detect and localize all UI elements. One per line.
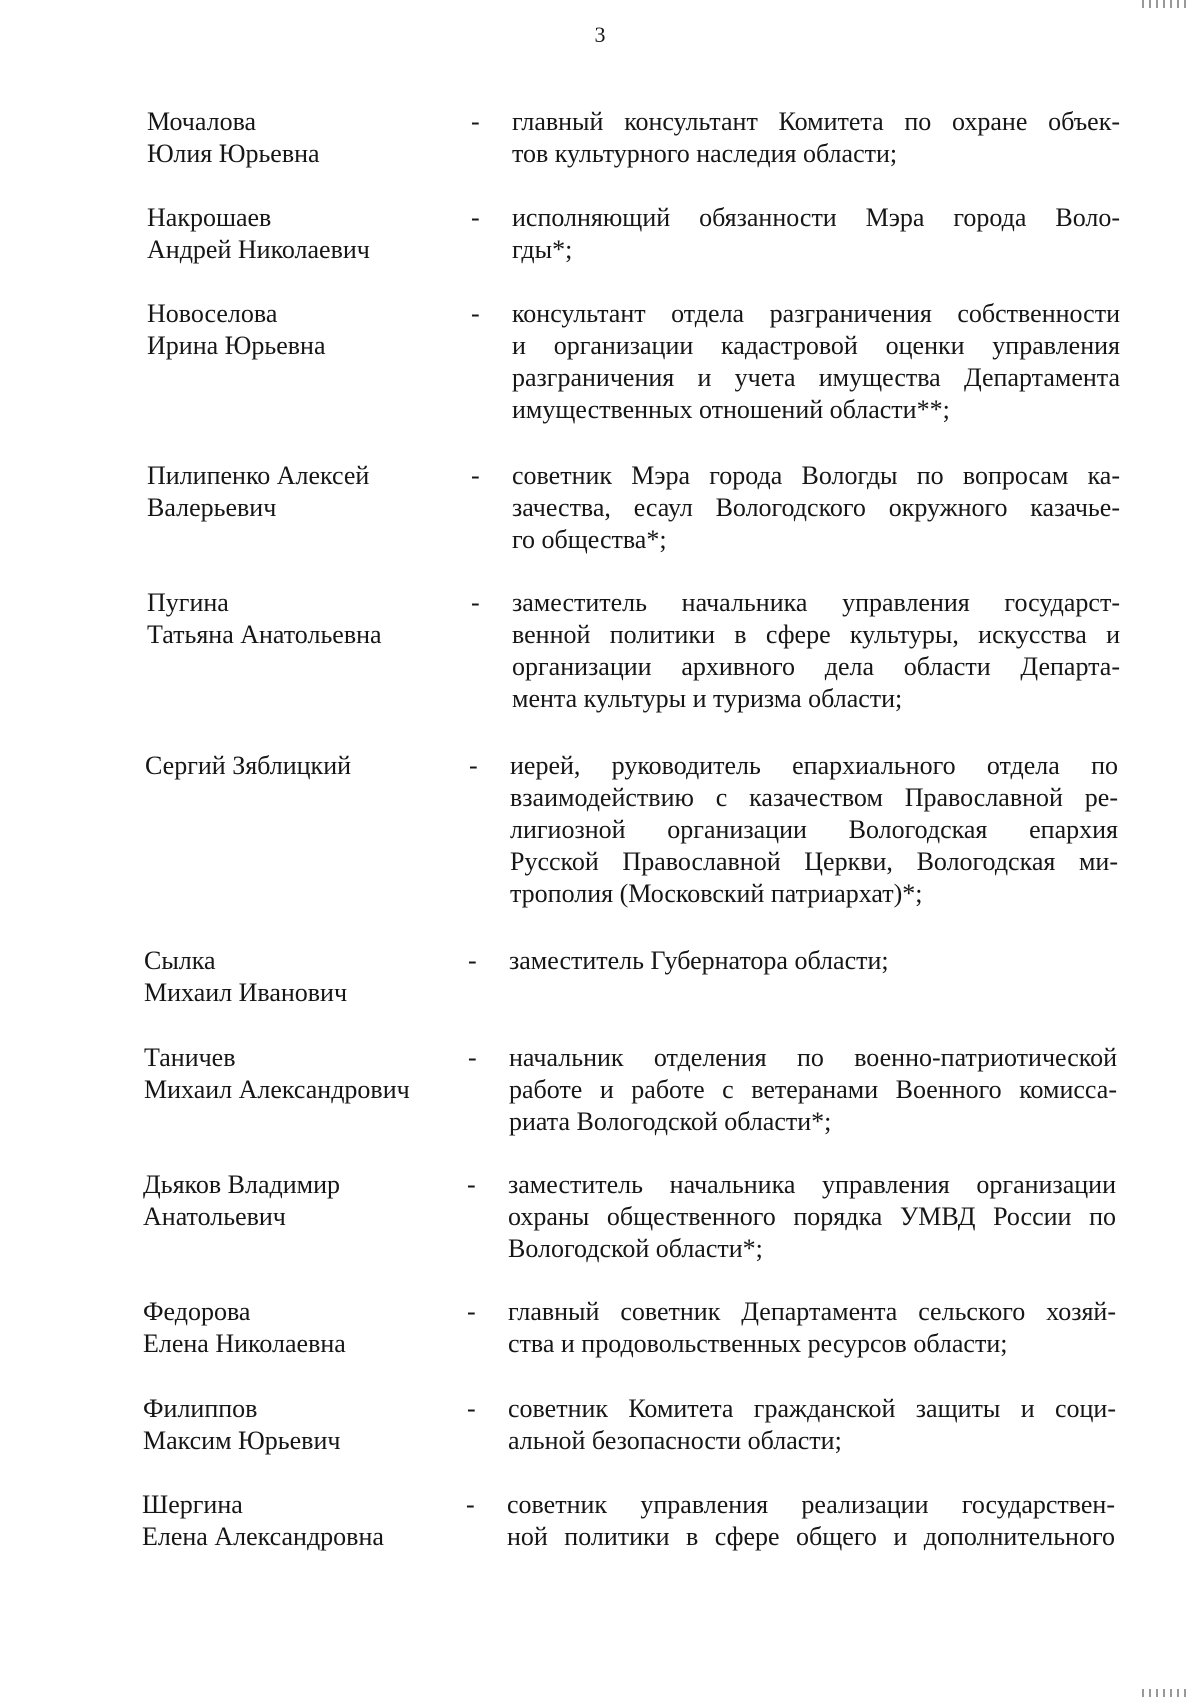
member-name <box>143 1169 473 1233</box>
member-position <box>509 1042 1117 1138</box>
member-position-line: советник Мэра города Вологды по вопросам ка- <box>512 461 1120 490</box>
member-name-line: Ирина Юрьевна <box>147 331 326 360</box>
member-name-line: Елена Николаевна <box>143 1329 346 1358</box>
entry-dash: - <box>468 1043 477 1072</box>
member-name-line: Татьяна Анатольевна <box>147 620 382 649</box>
member-position-line: советник управления реализации государствен- <box>507 1490 1115 1519</box>
member-name <box>142 1489 472 1553</box>
member-position-line: зачества, есаул Вологодского окружного казачье- <box>512 493 1120 522</box>
entry-dash: - <box>469 751 478 780</box>
member-position-line: советник Комитета гражданской защиты и соци- <box>508 1394 1116 1423</box>
entry-dash: - <box>467 1170 476 1199</box>
member-position-line: исполняющий обязанности Мэра города Воло- <box>512 203 1120 232</box>
member-position <box>512 106 1120 170</box>
member-position <box>509 945 1117 977</box>
member-name <box>147 460 477 524</box>
member-position-line: венной политики в сфере культуры, искусства и <box>512 620 1120 649</box>
member-position-line: и организации кадастровой оценки управления <box>512 331 1120 360</box>
entry-dash: - <box>471 203 480 232</box>
member-name <box>147 587 477 651</box>
member-name <box>147 298 477 362</box>
member-name-line: Михаил Иванович <box>144 978 348 1007</box>
member-position-line: разграничения и учета имущества Департамента <box>512 363 1120 392</box>
entry-dash: - <box>467 1394 476 1423</box>
member-name <box>145 750 475 782</box>
member-name-line: Сылка <box>144 946 216 975</box>
member-position <box>508 1296 1116 1360</box>
member-position-line: имущественных отношений области**; <box>512 395 950 424</box>
entry-dash: - <box>471 461 480 490</box>
member-position-line: лигиозной организации Вологодская епархия <box>510 815 1118 844</box>
member-name-line: Филиппов <box>143 1394 258 1423</box>
member-name-line: Накрошаев <box>147 203 272 232</box>
member-position-line: главный советник Департамента сельского хозяй- <box>508 1297 1116 1326</box>
member-position-line: альной безопасности области; <box>508 1426 842 1455</box>
member-position <box>508 1169 1116 1265</box>
member-position-line: трополия (Московский патриархат)*; <box>510 879 923 908</box>
member-position-line: тов культурного наследия области; <box>512 139 898 168</box>
member-name-line: Пилипенко Алексей <box>147 461 370 490</box>
member-name-line: Новоселова <box>147 299 278 328</box>
member-position-line: Вологодской области*; <box>508 1234 763 1263</box>
member-position <box>512 298 1120 426</box>
entry-dash: - <box>471 588 480 617</box>
member-name-line: Анатольевич <box>143 1202 286 1231</box>
member-position-line: Русской Православной Церкви, Вологодская ми- <box>510 847 1118 876</box>
member-position-line: работе и работе с ветеранами Военного комисса- <box>509 1075 1117 1104</box>
member-name-line: Валерьевич <box>147 493 277 522</box>
member-position-line: мента культуры и туризма области; <box>512 684 903 713</box>
member-name <box>144 1042 474 1106</box>
member-name <box>143 1296 473 1360</box>
member-position <box>510 750 1118 910</box>
member-name-line: Максим Юрьевич <box>143 1426 341 1455</box>
entry-dash: - <box>466 1490 475 1519</box>
member-name-line: Сергий Зяблицкий <box>145 751 352 780</box>
member-name <box>147 202 477 266</box>
member-name-line: Елена Александровна <box>142 1522 384 1551</box>
member-position-line: начальник отделения по военно-патриотической <box>509 1043 1117 1072</box>
member-position-line: ной политики в сфере общего и дополнительного <box>507 1522 1115 1551</box>
member-position-line: го общества*; <box>512 525 667 554</box>
member-position-line: консультант отдела разграничения собственности <box>512 299 1120 328</box>
member-position-line: гды*; <box>512 235 573 264</box>
scan-edge-mark-top <box>1142 0 1186 8</box>
member-name-line: Мочалова <box>147 107 257 136</box>
member-name-line: Андрей Николаевич <box>147 235 370 264</box>
member-name <box>143 1393 473 1457</box>
member-position <box>507 1489 1115 1553</box>
member-position <box>512 202 1120 266</box>
member-position <box>512 460 1120 556</box>
member-name-line: Дьяков Владимир <box>143 1170 341 1199</box>
member-name-line: Шергина <box>142 1490 243 1519</box>
member-name-line: Федорова <box>143 1297 251 1326</box>
member-position-line: главный консультант Комитета по охране объек- <box>512 107 1120 136</box>
member-position-line: заместитель Губернатора области; <box>509 946 889 975</box>
member-name <box>144 945 474 1009</box>
member-position-line: заместитель начальника управления организации <box>508 1170 1116 1199</box>
member-name-line: Таничев <box>144 1043 236 1072</box>
member-position-line: заместитель начальника управления государст- <box>512 588 1120 617</box>
member-name-line: Михаил Александрович <box>144 1075 410 1104</box>
member-position <box>508 1393 1116 1457</box>
member-position <box>512 587 1120 715</box>
page-number: 3 <box>594 22 606 47</box>
member-position-line: иерей, руководитель епархиального отдела по <box>510 751 1118 780</box>
entry-dash: - <box>471 299 480 328</box>
member-name-line: Юлия Юрьевна <box>147 139 320 168</box>
entry-dash: - <box>467 1297 476 1326</box>
entry-dash: - <box>471 107 480 136</box>
member-position-line: взаимодействию с казачеством Православной ре- <box>510 783 1118 812</box>
member-name <box>147 106 477 170</box>
entry-dash: - <box>468 946 477 975</box>
scan-edge-mark-bottom <box>1142 1689 1186 1697</box>
member-position-line: риата Вологодской области*; <box>509 1107 832 1136</box>
member-position-line: организации архивного дела области Департа- <box>512 652 1120 681</box>
member-name-line: Пугина <box>147 588 229 617</box>
member-position-line: охраны общественного порядка УМВД России по <box>508 1202 1116 1231</box>
member-position-line: ства и продовольственных ресурсов области; <box>508 1329 1008 1358</box>
